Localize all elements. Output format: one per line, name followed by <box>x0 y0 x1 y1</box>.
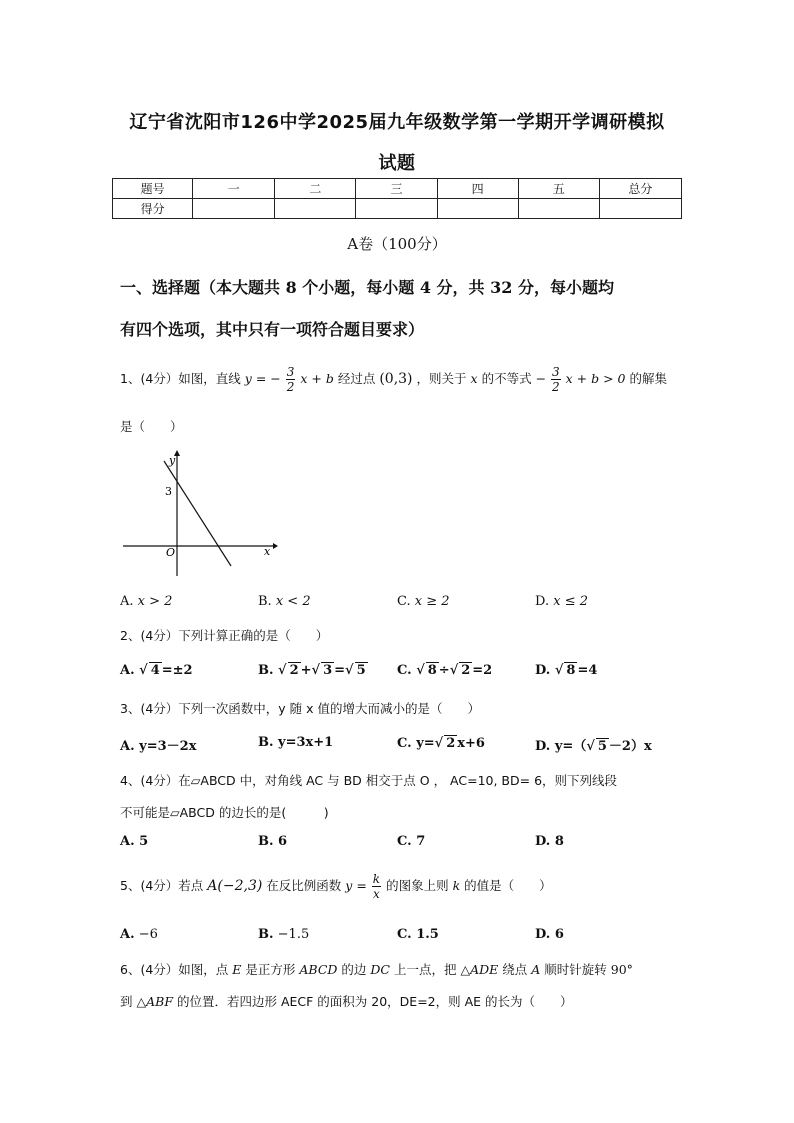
question-1 <box>120 365 667 394</box>
q2-option-a[interactable] <box>120 662 193 678</box>
table-cell: 题号 <box>113 179 193 199</box>
option-label: B. <box>258 663 274 678</box>
q1-option-b[interactable] <box>258 594 311 609</box>
q5-fraction <box>372 872 381 901</box>
sqrt-icon: √ <box>139 663 148 678</box>
option-label: C. <box>397 594 411 609</box>
radicand: 5 <box>356 663 366 678</box>
option-label: A. <box>120 594 134 609</box>
option-label: C. <box>397 663 412 678</box>
option-text: x ≥ 2 <box>414 594 450 609</box>
radicand: 2 <box>289 663 299 678</box>
option-label: B. <box>258 927 274 942</box>
option-label: D. <box>535 834 551 849</box>
radicand: 4 <box>150 663 160 678</box>
frac-denominator: 2 <box>286 380 295 394</box>
q1-option-c[interactable] <box>397 594 450 609</box>
option-label: B. <box>258 594 272 609</box>
option-label: C. <box>397 927 412 942</box>
radicand: 2 <box>461 663 471 678</box>
option-text: −1.5 <box>277 927 310 942</box>
frac-denominator: x <box>373 887 380 901</box>
radicand: 2 <box>446 736 456 751</box>
q1-fraction <box>286 365 296 394</box>
question-4: 4、(4分）在▱ABCD 中，对角线 AC 与 BD 相交于点 O ， AC=10, BD= 6，则下列线段 <box>120 773 618 788</box>
option-label: D. <box>535 663 551 678</box>
option-text: x+6 <box>457 736 485 751</box>
option-label: C. <box>397 736 412 751</box>
q4-option-c[interactable] <box>397 834 425 849</box>
table-cell: 总分 <box>599 179 681 199</box>
table-cell: 一 <box>193 179 275 199</box>
roll-heading: A卷（100分） <box>347 235 447 253</box>
table-cell: 三 <box>356 179 437 199</box>
option-text: y=3－2x <box>139 739 197 754</box>
option-label: C. <box>397 834 412 849</box>
question-4-line2: 不可能是▱ABCD 的边长的是( ) <box>120 805 329 820</box>
q4-option-a[interactable] <box>120 834 148 849</box>
table-cell: 得分 <box>113 199 193 219</box>
option-text: 1.5 <box>416 927 439 942</box>
q1-text: 的解集 <box>629 371 668 386</box>
q4-option-b[interactable] <box>258 834 287 849</box>
x-axis-arrow <box>273 543 278 549</box>
page-title: 辽宁省沈阳市126中学2025届九年级数学第一学期开学调研模拟 <box>129 112 665 133</box>
option-label: D. <box>535 927 551 942</box>
q1-fraction-2 <box>551 365 561 394</box>
sqrt-icon: √ <box>345 663 354 678</box>
sqrt-icon: √ <box>586 739 595 754</box>
operator: + <box>300 663 312 678</box>
option-label: B. <box>258 834 274 849</box>
q5-text: 的值是（ ） <box>464 878 552 893</box>
q3-option-d[interactable] <box>535 735 652 754</box>
option-text: y=3x+1 <box>278 735 334 750</box>
q2-option-d[interactable] <box>535 662 597 678</box>
q5-option-d[interactable] <box>535 927 564 942</box>
q5-option-a[interactable] <box>120 927 158 942</box>
question-6-line2 <box>120 992 573 1010</box>
question-3: 3、(4分）下列一次函数中，y 随 x 值的增大而减小的是（ ） <box>120 701 480 716</box>
q1-graph <box>118 448 278 578</box>
q3-option-a[interactable] <box>120 735 196 754</box>
option-text: x < 2 <box>275 594 311 609</box>
score-input-cell[interactable] <box>518 199 599 219</box>
q6-triangle-abf: △ABF <box>136 994 173 1009</box>
option-text: y=（ <box>554 739 587 754</box>
question-1-line2: 是（ ） <box>120 419 183 434</box>
operator: = <box>334 663 346 678</box>
frac-denominator: 2 <box>552 380 560 394</box>
q6-text: 到 <box>120 994 133 1009</box>
option-text: =2 <box>472 663 493 678</box>
q1-var: x <box>470 371 478 386</box>
frac-numerator: 3 <box>286 365 295 379</box>
y-axis-label: y <box>169 454 176 467</box>
option-text: y= <box>416 736 435 751</box>
table-cell: 四 <box>437 179 518 199</box>
q3-option-c[interactable] <box>397 735 485 751</box>
radicand: 8 <box>427 663 437 678</box>
q6-triangle-ade: △ADE <box>460 962 499 977</box>
score-input-cell[interactable] <box>356 199 437 219</box>
question-5 <box>120 872 552 901</box>
q6-side: DC <box>370 962 390 977</box>
sqrt-icon: √ <box>434 736 444 751</box>
q1-text: ，则关于 <box>416 371 467 386</box>
q1-text: 经过点 <box>337 371 376 386</box>
option-text: =±2 <box>161 663 193 678</box>
question-2: 2、(4分）下列计算正确的是（ ） <box>120 628 329 643</box>
q6-text: 绕点 <box>502 962 528 977</box>
q5-var: k <box>452 878 461 893</box>
q1-ineq-rest: x + b > 0 <box>565 371 626 386</box>
y-tick-3: 3 <box>165 485 172 498</box>
radicand: 5 <box>597 739 607 754</box>
sqrt-icon: √ <box>416 663 425 678</box>
option-text: x > 2 <box>137 594 173 609</box>
option-label: B. <box>258 735 274 750</box>
q1-point: (0,3) <box>379 371 413 387</box>
sqrt-icon: √ <box>311 663 321 678</box>
q5-point: A(−2,3) <box>207 878 263 894</box>
radicand: 3 <box>323 663 333 678</box>
page-title-line2: 试题 <box>378 153 416 174</box>
option-text: －2）x <box>608 739 652 754</box>
option-text: −6 <box>138 927 158 942</box>
q6-text: 是正方形 <box>245 962 296 977</box>
q1-option-a[interactable] <box>120 594 172 609</box>
option-text: x ≤ 2 <box>553 594 588 609</box>
q6-text: 上一点，把 <box>393 962 457 977</box>
option-label: A. <box>120 927 135 942</box>
sqrt-icon: √ <box>554 663 564 678</box>
x-axis-label: x <box>264 545 271 558</box>
q6-text: 的位置．若四边形 AECF 的面积为 20，DE=2，则 AE 的长为（ ） <box>176 994 573 1009</box>
q6-text: 6、(4分）如图，点 <box>120 962 229 977</box>
option-text: 6 <box>278 834 288 849</box>
operator: ÷ <box>438 663 450 678</box>
option-label: A. <box>120 739 135 754</box>
score-input-cell[interactable] <box>437 199 518 219</box>
origin-label: O <box>166 546 176 559</box>
frac-numerator: 3 <box>552 365 560 379</box>
sqrt-icon: √ <box>278 663 287 678</box>
q1-text: 的不等式 <box>481 371 532 386</box>
score-table <box>112 178 682 219</box>
q5-option-c[interactable] <box>397 927 439 942</box>
q2-option-c[interactable] <box>397 662 492 678</box>
option-label: D. <box>535 739 551 754</box>
score-input-cell[interactable] <box>599 199 681 219</box>
sqrt-icon: √ <box>449 663 459 678</box>
option-text: 7 <box>416 834 426 849</box>
option-text: =4 <box>577 663 598 678</box>
score-table-score-row <box>113 199 682 219</box>
q5-y-eq: y = <box>345 878 367 893</box>
score-input-cell[interactable] <box>275 199 356 219</box>
option-text: 5 <box>139 834 149 849</box>
option-text: 6 <box>554 927 564 942</box>
option-label: A. <box>120 663 135 678</box>
q6-square: ABCD <box>299 962 338 977</box>
option-label: A. <box>120 834 135 849</box>
q5-text: 在反比例函数 <box>266 878 342 893</box>
q2-option-b[interactable] <box>258 662 368 678</box>
q6-point-e: E <box>232 962 242 977</box>
frac-numerator: k <box>372 872 381 886</box>
section-heading-line2: 有四个选项，其中只有一项符合题目要求） <box>120 320 425 339</box>
q1-y-eq: y = − <box>244 371 281 386</box>
q1-ineq-pre: − <box>535 371 547 386</box>
q1-line-rest: x + b <box>300 371 334 386</box>
section-heading: 一、选择题（本大题共 8 个小题，每小题 4 分，共 32 分，每小题均 <box>120 278 614 297</box>
q5-text: 的图象上则 <box>386 878 449 893</box>
table-cell: 二 <box>275 179 356 199</box>
table-cell: 五 <box>518 179 599 199</box>
q3-option-b[interactable] <box>258 735 333 750</box>
q6-angle: 90° <box>610 962 633 977</box>
option-text: 8 <box>554 834 564 849</box>
question-6 <box>120 960 633 978</box>
score-table-header-row <box>113 179 682 199</box>
score-input-cell[interactable] <box>193 199 275 219</box>
q1-prefix: 1、(4分）如图，直线 <box>120 371 241 386</box>
q5-prefix: 5、(4分）若点 <box>120 878 204 893</box>
radicand: 8 <box>566 663 576 678</box>
q6-text: 顺时针旋转 <box>544 962 607 977</box>
q4-option-d[interactable] <box>535 834 564 849</box>
q1-option-d[interactable] <box>535 594 588 609</box>
q6-point-a: A <box>531 962 541 977</box>
option-label: D. <box>535 594 550 609</box>
q6-text: 的边 <box>341 962 367 977</box>
q5-option-b[interactable] <box>258 927 309 942</box>
